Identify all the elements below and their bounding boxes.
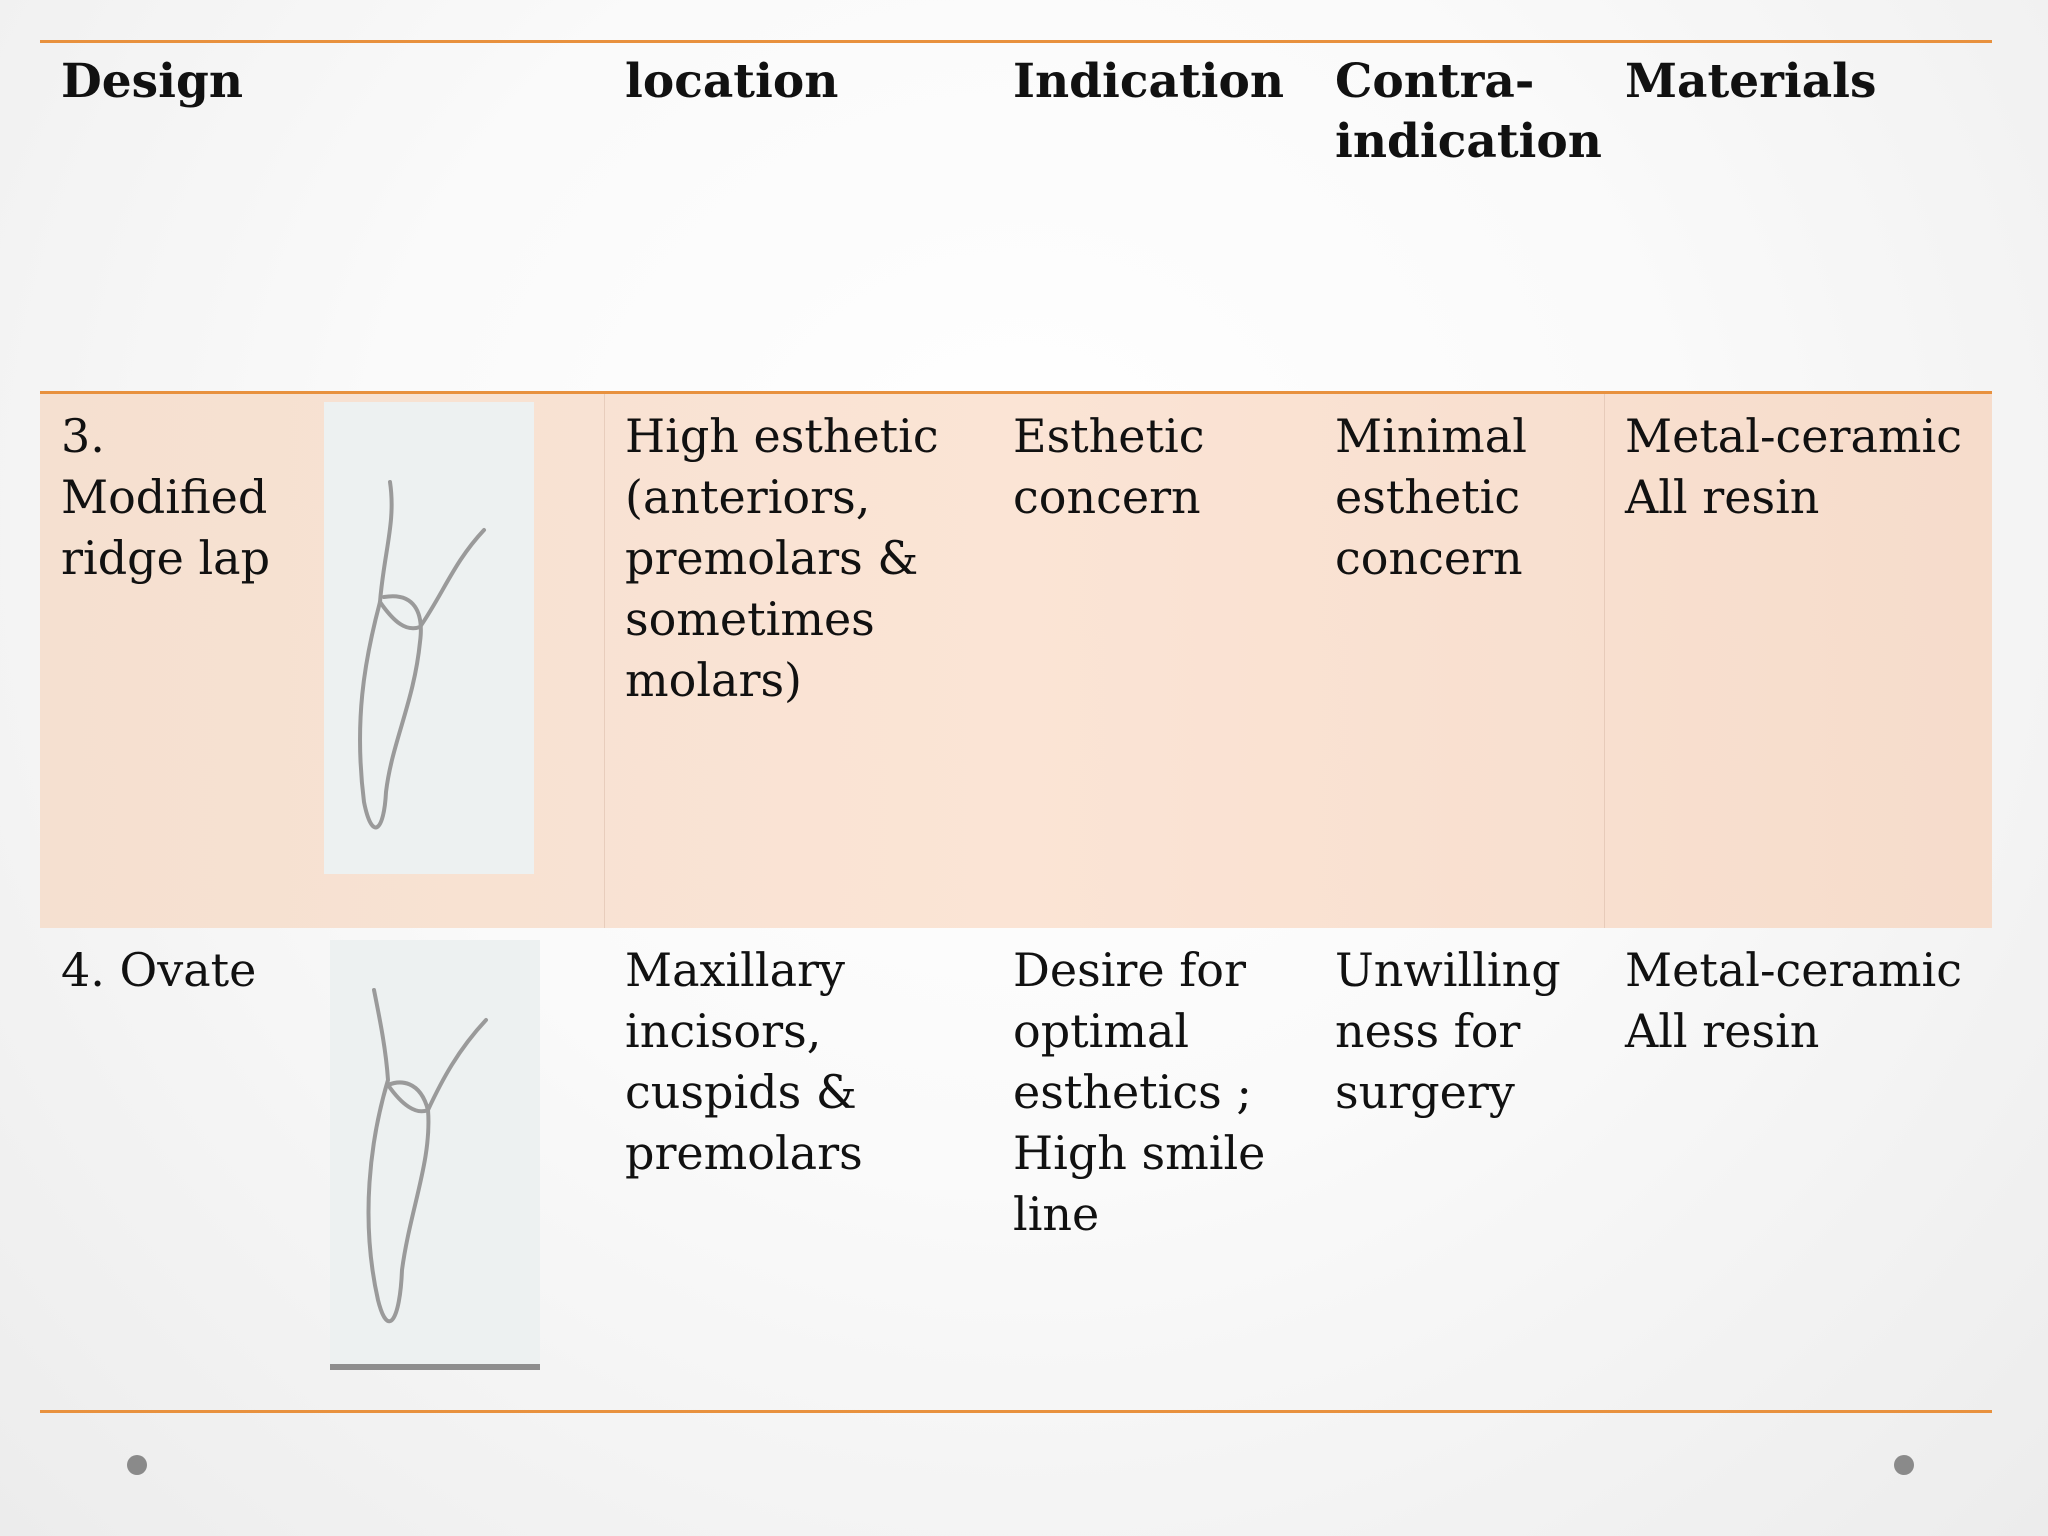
row-contraindication: Unwilling ness for surgery (1335, 943, 1561, 1119)
slide-bullet-right (1894, 1455, 1914, 1475)
row-design-label: 3. Modified ridge lap (61, 409, 271, 585)
table-row (40, 394, 1992, 928)
row-materials: Metal-ceramic All resin (1625, 943, 1962, 1058)
row-location: Maxillary incisors, cuspids & premolars (625, 943, 863, 1180)
table-bottom-rule (40, 1410, 1992, 1413)
modified-ridge-lap-pontic-sketch-icon (324, 402, 534, 874)
row-indication: Desire for optimal esthetics ; High smile line (1013, 943, 1266, 1241)
header-design: Design (61, 54, 244, 109)
ovate-pontic-sketch-icon (330, 940, 540, 1370)
header-location: location (625, 54, 839, 109)
header-materials: Materials (1625, 54, 1877, 109)
row-location: High esthetic (anteriors, premolars & sometimes molars) (625, 409, 939, 707)
table-top-rule (40, 40, 1992, 43)
header-indication: Indication (1013, 54, 1285, 109)
table-header-row (40, 52, 1992, 352)
row-design-label: 4. Ovate (61, 943, 257, 997)
column-divider (604, 394, 605, 928)
row-materials: Metal-ceramic All resin (1625, 409, 1962, 524)
row-contraindication: Minimal esthetic concern (1335, 409, 1527, 585)
table-row (40, 928, 1992, 1408)
row-indication: Esthetic concern (1013, 409, 1205, 524)
header-contraindication: Contra- indication (1335, 54, 1602, 169)
slide-bullet-left (127, 1455, 147, 1475)
